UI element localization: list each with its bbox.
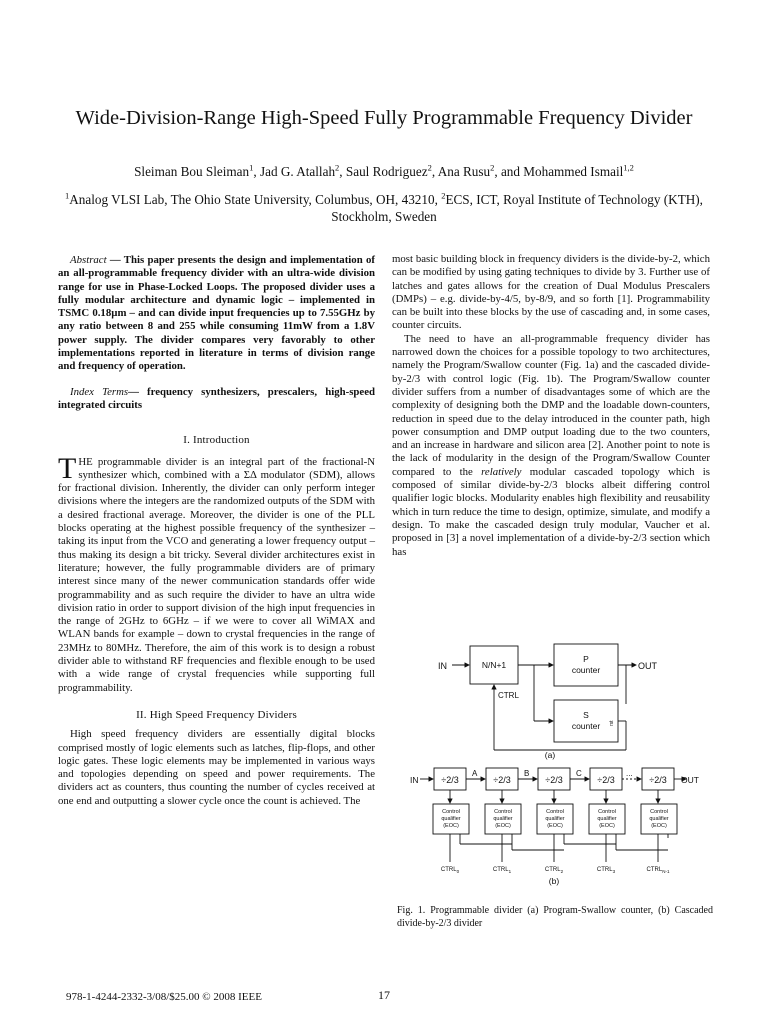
cq-text: qualifier (649, 816, 669, 822)
fig-b-ctrl-label: $CTRL_1$ (492, 867, 512, 874)
fig-b-node-label: A (472, 769, 478, 778)
fig-b-div-label: ÷2/3 (649, 775, 667, 785)
section-heading-dividers: II. High Speed Frequency Dividers (136, 708, 297, 721)
abstract: Abstract — This paper presents the design and implementation of an all-programmable frequency divider with an ultra-wide division range for use in Phase-Locked Loops. The proposed divider uses a fully modular architecture and dynamic logic – implemented in TSMC 0.18µm – and can divide input frequencies up to 7.55GHz by any ratio between 8 and 255 while consuming 11mW from a 1.8V power supply. The divider compares very favorably to other implementations reported in literature in terms of division range and frequency of operation. (58, 254, 375, 373)
fig-b-subcaption: (b) (548, 876, 560, 886)
fig-b-dots: ... (626, 769, 633, 778)
fig-a-out-label: OUT (638, 661, 657, 671)
fig-a-ctrl-label: CTRL (498, 691, 519, 700)
author: Saul Rodriguez$^2$, (345, 162, 438, 179)
drop-cap: T (58, 451, 77, 485)
page-number: 17 (378, 988, 390, 1002)
fig-b-div-label: ÷2/3 (545, 775, 563, 785)
right-paragraph-1: most basic building block in frequency dividers is the divide-by-2, which can be modified by using gating techniques to divide by 3. Further use of latches and gates allows for the creation of Dual Modulus Prescalers (DMPs) – e.g. divide-by-4/5, by-8/9, and so forth [1]. Programmability can be built into these blocks by the use of cascading and, in some cases, counter circuits. (392, 253, 710, 332)
right-paragraph-2: The need to have an all-programmable frequency divider has narrowed down the choices for a possible topology to two architectures, namely the Program/Swallow counter (Fig. 1a) and the cascaded divide-by-2/3 with control logic (Fig. 1b). The Program/Swallow counter divider suffers from a number of disadvantages some of which are the complexity of designing both the DMP and the loadable down-counters, reduction in speed due to the delay introduced in the counter path, high power consumption and DMP output loading due to the two counters, and an increase in hardware and silicon area [2]. Another point to note is the lack of modularity in the design of the Program/Swallow Counter compared to the relatively modular cascaded topology which is composed of similar divide-by-2/3 blocks albeit differing control qualifier logic blocks. Modularity enables high flexibility and reusability which in turn reduce the time to design, optimize, simulate, and modify a design. To make the cascaded design truly modular, Vaucher et al. proposed in [3] a novel implementation of a divide-by-2/3 section which has (392, 332, 710, 558)
fig-b-node-label: B (524, 769, 530, 778)
fig-b-out-label: OUT (681, 775, 699, 785)
affiliations: $^1$Analog VLSI Lab, The Ohio State University, Columbus, OH, 43210, $^2$ECS, ICT, Royal Institute of Technology (KTH), Stockholm, Sweden (65, 190, 703, 224)
cq-text: Control (442, 809, 460, 815)
fig-b-ctrl-label: $CTRL_0$ (440, 867, 460, 874)
figure-caption: Fig. 1. Programmable divider (a) Program-Swallow counter, (b) Cascaded divide-by-2/3 divider (397, 905, 713, 929)
cq-text: Control (546, 809, 564, 815)
index-terms: Index Terms— frequency synthesizers, prescalers, high-speed integrated circuits (58, 385, 375, 411)
cq-text: (EOC) (599, 823, 615, 829)
cq-text: qualifier (597, 816, 617, 822)
fig-a-in-label: IN (438, 661, 447, 671)
right-column (392, 253, 710, 559)
fig-a-p-counter-label: counter (571, 665, 601, 675)
cq-text: Control (650, 809, 668, 815)
cq-text: (EOC) (547, 823, 563, 829)
fig-b-node-label: C (576, 769, 582, 778)
paper-title: Wide-Division-Range High-Speed Fully Programmable Frequency Divider (75, 107, 693, 129)
cq-text: qualifier (545, 816, 565, 822)
cq-text: Control (598, 809, 616, 815)
fig-b-div-label: ÷2/3 (597, 775, 615, 785)
author-list (40, 164, 728, 180)
fig-a-s-counter-label: counter (571, 721, 601, 731)
cq-text: Control (494, 809, 512, 815)
fig-a-subcaption: (a) (544, 750, 556, 760)
cq-text: (EOC) (495, 823, 511, 829)
author: Sleiman Bou Sleiman$^1$, (134, 162, 260, 179)
cq-text: qualifier (441, 816, 461, 822)
copyright-notice: 978-1-4244-2332-3/08/$25.00 © 2008 IEEE (66, 991, 262, 1003)
fig-a-s-label: S (583, 710, 589, 720)
cq-text: qualifier (493, 816, 513, 822)
figure-1 (400, 638, 718, 896)
fig-a-p-label: P (583, 654, 589, 664)
fig-b-div-label: ÷2/3 (441, 775, 459, 785)
intro-paragraph: THE programmable divider is an integral part of the fractional-N synthesizer which, combined with a ΣΔ modulator (SDM), allows for fractional division. Inherently, the divider can only perform integer divisions where the integers are the randomized outputs of the SDM with a desired fractional average. Moreover, the divider is one of the PLL blocks operating at the highest possible frequency of the synthesizer – taking its input from the VCO and generating a lower frequency output – thus making its design a bit tricky. Several divider architectures exist in literature; however, the fully programmable dividers are of primary interest since many of the newer communication standards offer wide programmability and as such require the divider to have an ultra wide division ratio in order to support division of the high input frequencies in the range of 2GHz to 6GHz – if we were to cover all WiMAX and WLAN bands for example – down to crystal frequencies in the range of 23MHz to 80MHz. Therefore, the aim of this work is to design a robust divider able to withstand RF frequencies and flexible enough to be used with a wide range of crystal frequencies while supporting full programmability. (58, 451, 375, 694)
author: Mohammed Ismail$^{1,2}$ (523, 162, 634, 179)
left-column (58, 254, 375, 808)
fig-b-in-label: IN (410, 775, 419, 785)
fig-b-div-label: ÷2/3 (493, 775, 511, 785)
fig-b-ctrl-label: $CTRL_3$ (596, 867, 616, 874)
fig-a-dmp-label: N/N+1 (481, 660, 507, 670)
cq-text: (EOC) (443, 823, 459, 829)
fig-b-ctrl-label: $CTRL_{N-1}$ (646, 867, 670, 874)
author: Jad G. Atallah$^2$, (259, 162, 346, 179)
fig-a-rst-label: rst (609, 720, 615, 726)
section-heading-introduction: I. Introduction (183, 434, 250, 447)
author: Ana Rusu$^2$, and (437, 162, 524, 179)
cq-text: (EOC) (651, 823, 667, 829)
dividers-paragraph: High speed frequency dividers are essentially digital blocks comprised mostly of logic elements such as latches, flip-flops, and other logic gates. These logic elements may be implemented in various ways and topologies depending on speed and power requirements. The dividers act as counters, thus counting the number of cycles received at one end and outputting a slower cycle once the count is achieved. The (58, 728, 375, 807)
fig-b-ctrl-label: $CTRL_2$ (544, 867, 564, 874)
